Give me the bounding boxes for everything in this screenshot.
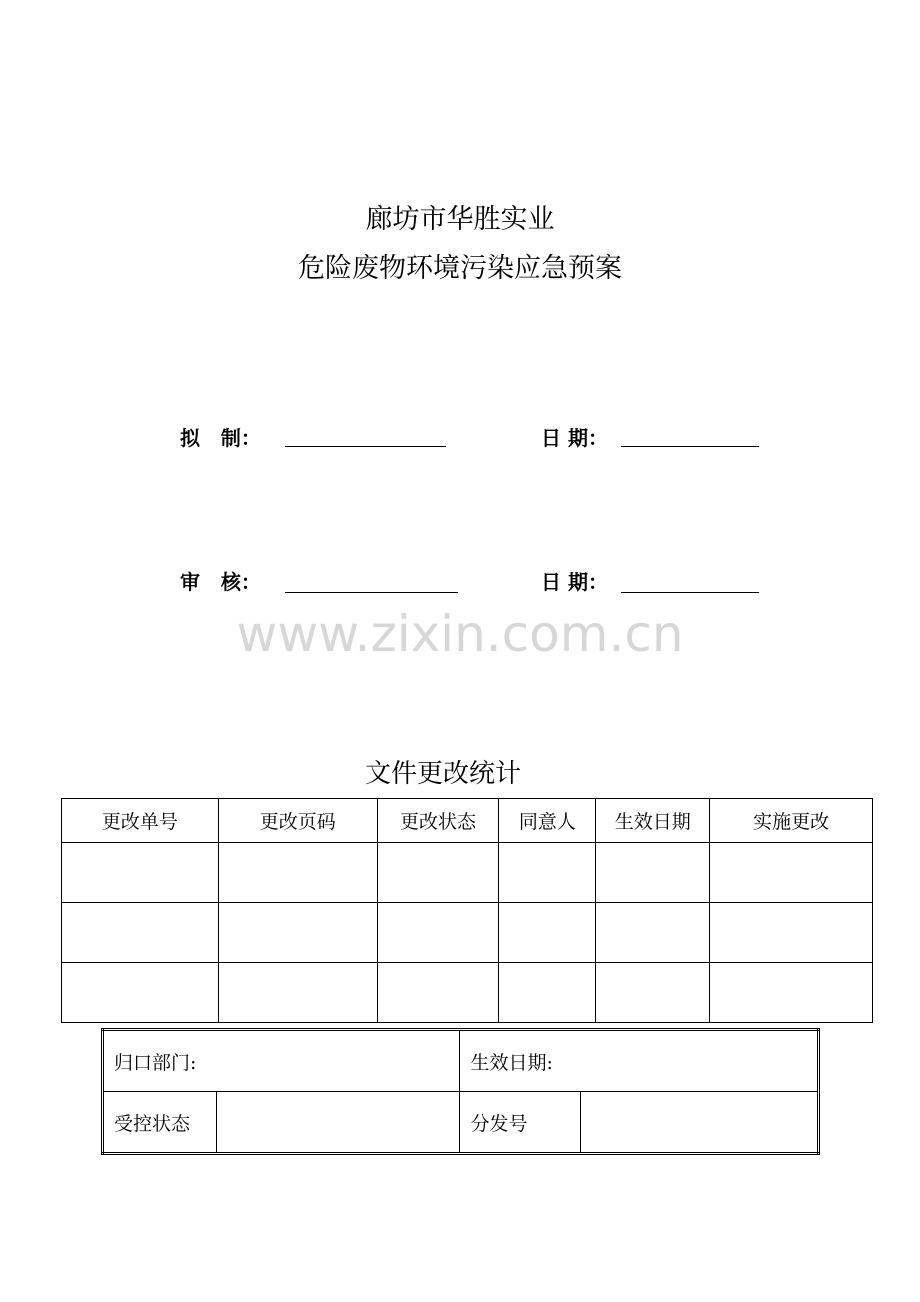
table-cell[interactable] — [499, 843, 596, 903]
column-header: 实施更改 — [710, 799, 873, 843]
table-cell[interactable] — [710, 843, 873, 903]
column-header: 生效日期 — [596, 799, 710, 843]
table-cell[interactable] — [499, 903, 596, 963]
column-header: 更改页码 — [218, 799, 377, 843]
department-cell[interactable]: 归口部门: — [103, 1030, 460, 1092]
table-cell[interactable] — [596, 843, 710, 903]
table-cell[interactable] — [62, 843, 219, 903]
drafted-signature-line[interactable] — [285, 446, 446, 447]
reviewed-label: 审 核： — [180, 570, 261, 594]
distribution-number-value[interactable] — [581, 1092, 819, 1154]
table-cell[interactable] — [218, 903, 377, 963]
document-title: 危险废物环境污染应急预案 — [298, 253, 622, 284]
table-cell[interactable] — [710, 903, 873, 963]
table-cell[interactable] — [377, 843, 499, 903]
table-cell[interactable] — [218, 843, 377, 903]
column-header: 同意人 — [499, 799, 596, 843]
table-row — [62, 903, 873, 963]
effective-date-cell[interactable]: 生效日期: — [460, 1030, 819, 1092]
table-row — [62, 963, 873, 1023]
change-stats-title: 文件更改统计 — [364, 759, 521, 789]
drafted-date-label: 日 期： — [541, 426, 608, 450]
table-row — [62, 843, 873, 903]
reviewed-signature-line[interactable] — [285, 592, 458, 593]
table-cell[interactable] — [377, 963, 499, 1023]
watermark-text: www.zixin.com.cn — [236, 605, 684, 663]
table-cell[interactable] — [377, 903, 499, 963]
table-header-row — [62, 799, 873, 843]
company-name: 廊坊市华胜实业 — [365, 204, 555, 235]
reviewed-date-line[interactable] — [621, 592, 759, 593]
reviewed-date-label: 日 期： — [541, 570, 608, 594]
change-stats-table — [61, 798, 873, 1023]
drafted-label: 拟 制： — [180, 426, 261, 450]
column-header: 更改单号 — [62, 799, 219, 843]
column-header: 更改状态 — [377, 799, 499, 843]
distribution-number-label: 分发号 — [460, 1092, 581, 1154]
table-cell[interactable] — [62, 903, 219, 963]
document-control-table — [101, 1028, 820, 1155]
table-cell[interactable] — [62, 963, 219, 1023]
drafted-date-line[interactable] — [621, 446, 759, 447]
control-row — [103, 1030, 819, 1092]
controlled-status-value[interactable] — [216, 1092, 460, 1154]
table-cell[interactable] — [710, 963, 873, 1023]
controlled-status-label: 受控状态 — [103, 1092, 217, 1154]
table-cell[interactable] — [218, 963, 377, 1023]
table-cell[interactable] — [596, 963, 710, 1023]
control-row — [103, 1092, 819, 1154]
table-cell[interactable] — [596, 903, 710, 963]
table-cell[interactable] — [499, 963, 596, 1023]
